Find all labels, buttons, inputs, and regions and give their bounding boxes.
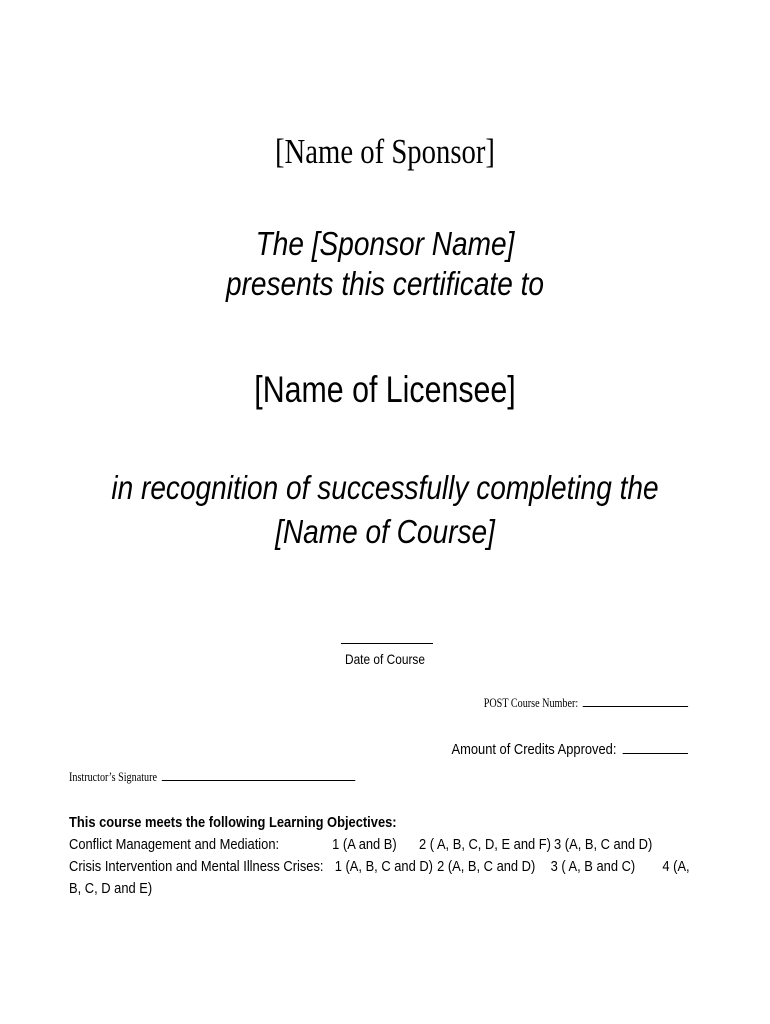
post-course-blank [583, 705, 688, 707]
post-course-number [483, 695, 688, 711]
objective-continuation [69, 878, 688, 900]
learning-objectives [69, 812, 688, 900]
recognition-line-1: in recognition of successfully completing the [111, 469, 659, 506]
objective-item: 4 (A, [662, 858, 690, 875]
objective-row [69, 856, 688, 878]
objective-item: 3 ( A, B and C) [550, 858, 636, 875]
recognition-text [58, 466, 713, 554]
signature-label: Instructor’s Signature [69, 769, 157, 784]
instructor-signature [69, 769, 355, 785]
objective-item: 2 ( A, B, C, D, E and F) [419, 836, 551, 853]
credits-approved [452, 741, 688, 758]
post-course-label: POST Course Number: [483, 695, 578, 710]
signature-blank [162, 779, 355, 781]
credits-label: Amount of Credits Approved: [451, 741, 617, 758]
presents-line-2: presents this certificate to [225, 265, 545, 302]
presents-text [58, 224, 713, 304]
objectives-title: This course meets the following Learning Objectives: [69, 814, 397, 831]
objective-label: Conflict Management and Mediation: [69, 836, 280, 853]
date-signature-line [341, 643, 433, 644]
objective-item: 1 (A and B) [332, 836, 397, 853]
presents-line-1: The [Sponsor Name] [255, 225, 515, 262]
objective-item: 2 (A, B, C and D) [437, 858, 536, 875]
date-of-course-label: Date of Course [344, 651, 426, 667]
objective-item: 3 (A, B, C and D) [554, 836, 653, 853]
objective-continuation-text: B, C, D and E) [69, 880, 153, 897]
sponsor-heading: [Name of Sponsor] [275, 132, 495, 171]
licensee-name: [Name of Licensee] [254, 369, 516, 410]
objective-row [69, 834, 688, 856]
objective-item: 1 (A, B, C and D) [334, 858, 433, 875]
course-name: [Name of Course] [275, 513, 495, 550]
credits-blank [623, 752, 688, 754]
objective-label: Crisis Intervention and Mental Illness Crises: [69, 858, 324, 875]
